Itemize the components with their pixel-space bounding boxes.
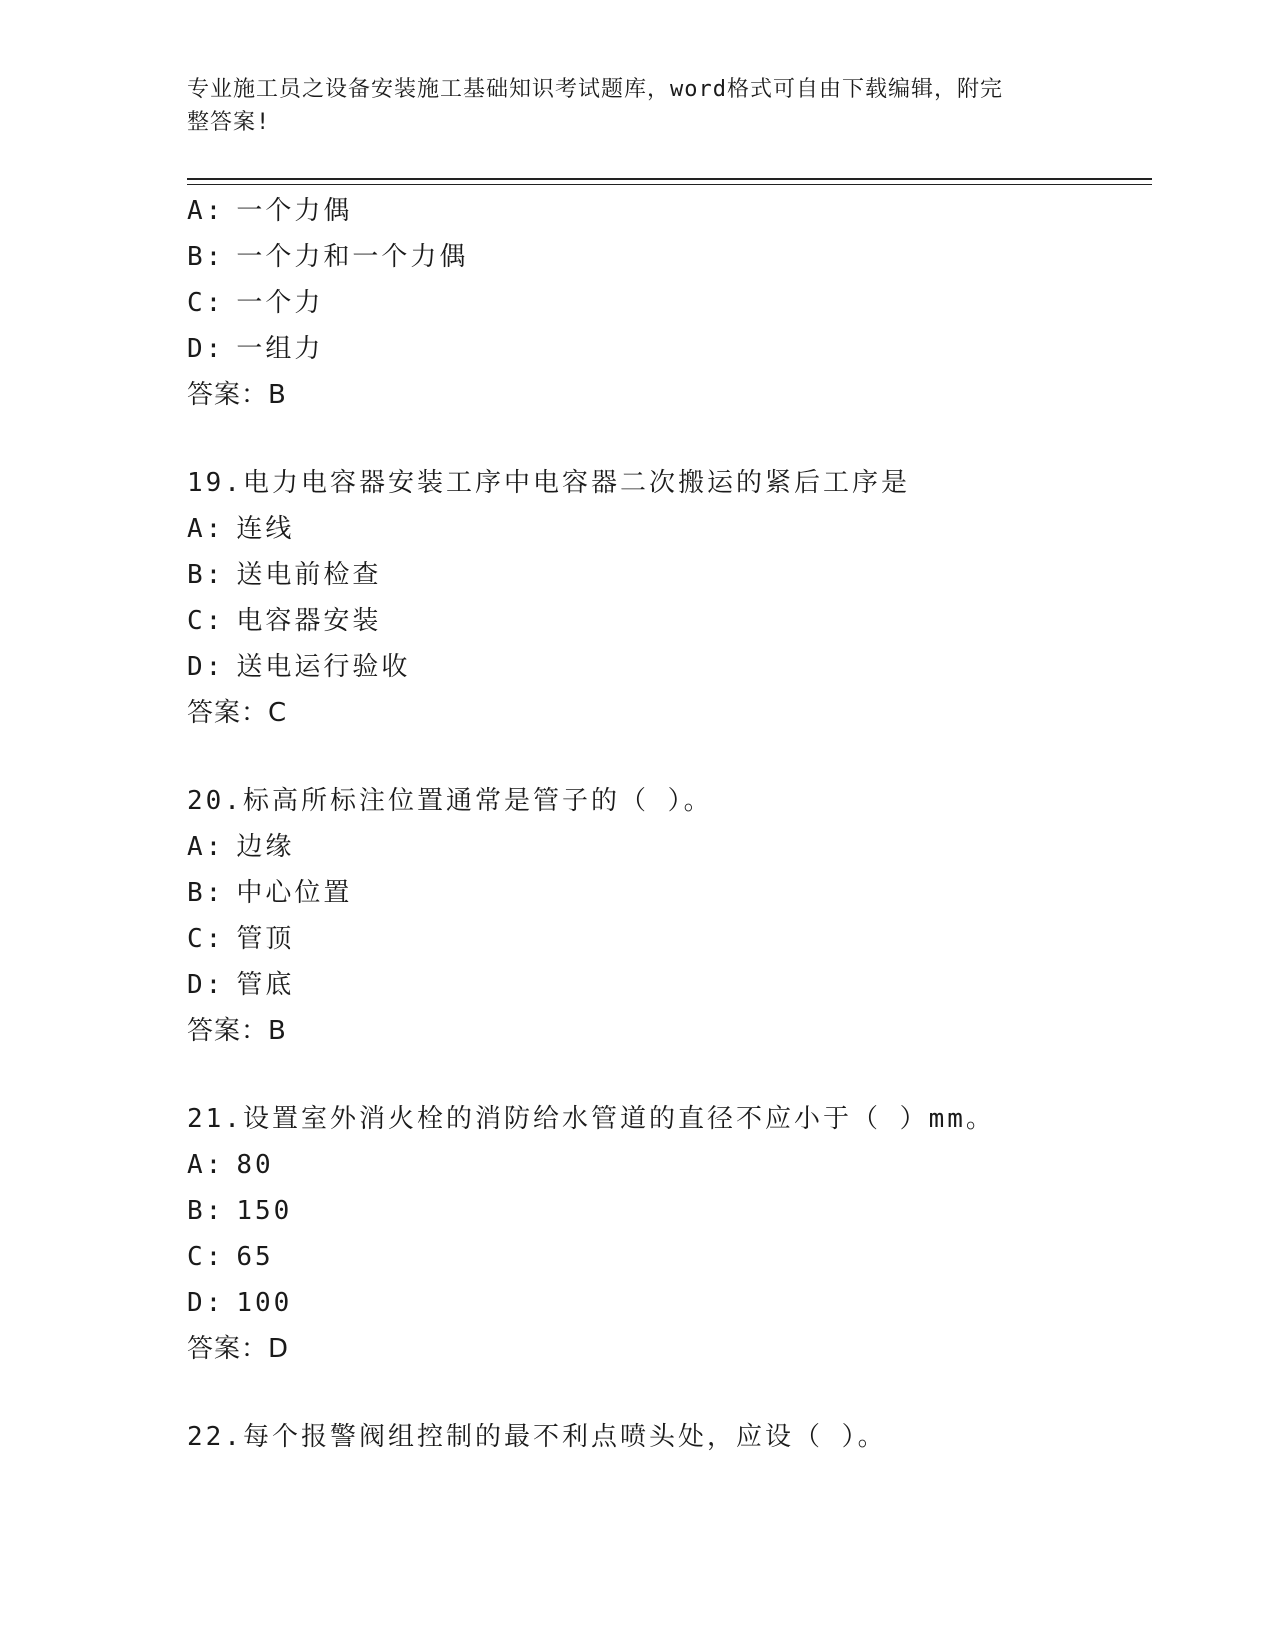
option-text: 中心位置 bbox=[236, 878, 353, 908]
question-spacer bbox=[187, 1054, 1152, 1096]
option-row bbox=[187, 916, 1152, 962]
option-text: 80 bbox=[236, 1150, 274, 1180]
option-row bbox=[187, 1188, 1152, 1234]
option-text: 一个力偶 bbox=[236, 196, 353, 226]
answer-text: 答案：D bbox=[187, 1334, 290, 1364]
option-row bbox=[187, 1234, 1152, 1280]
answer-text: 答案：B bbox=[187, 380, 287, 410]
option-key: B: bbox=[187, 878, 225, 908]
question-text: 21.设置室外消火栓的消防给水管道的直径不应小于（ ）mm。 bbox=[187, 1104, 995, 1134]
option-key: D: bbox=[187, 652, 225, 682]
answer-text: 答案：C bbox=[187, 698, 288, 728]
question-list bbox=[187, 188, 1152, 1460]
option-row bbox=[187, 824, 1152, 870]
option-text: 150 bbox=[236, 1196, 293, 1226]
option-text: 100 bbox=[236, 1288, 293, 1318]
option-row bbox=[187, 506, 1152, 552]
header-line-1: 专业施工员之设备安装施工基础知识考试题库，word格式可自由下载编辑，附完 bbox=[187, 77, 1003, 102]
option-key: A: bbox=[187, 832, 225, 862]
option-row bbox=[187, 598, 1152, 644]
option-row bbox=[187, 644, 1152, 690]
question-spacer bbox=[187, 736, 1152, 778]
option-key: C: bbox=[187, 606, 225, 636]
option-row bbox=[187, 870, 1152, 916]
option-text: 管顶 bbox=[236, 924, 295, 954]
option-text: 管底 bbox=[236, 970, 295, 1000]
option-text: 电容器安装 bbox=[236, 606, 382, 636]
option-text: 边缘 bbox=[236, 832, 295, 862]
document-header bbox=[187, 73, 1067, 139]
option-row bbox=[187, 552, 1152, 598]
question-spacer bbox=[187, 418, 1152, 460]
option-row bbox=[187, 234, 1152, 280]
option-key: D: bbox=[187, 970, 225, 1000]
option-text: 一个力和一个力偶 bbox=[236, 242, 469, 272]
header-line-2: 整答案! bbox=[187, 110, 271, 135]
option-text: 一组力 bbox=[236, 334, 324, 364]
question-text: 19.电力电容器安装工序中电容器二次搬运的紧后工序是 bbox=[187, 468, 910, 498]
option-row bbox=[187, 962, 1152, 1008]
option-key: B: bbox=[187, 560, 225, 590]
option-key: B: bbox=[187, 242, 225, 272]
option-key: D: bbox=[187, 334, 225, 364]
answer-text: 答案：B bbox=[187, 1016, 287, 1046]
option-key: D: bbox=[187, 1288, 225, 1318]
option-row bbox=[187, 326, 1152, 372]
option-row bbox=[187, 1280, 1152, 1326]
question-text: 22.每个报警阀组控制的最不利点喷头处，应设（ ）。 bbox=[187, 1422, 887, 1452]
option-text: 送电运行验收 bbox=[236, 652, 411, 682]
option-row bbox=[187, 280, 1152, 326]
option-row bbox=[187, 188, 1152, 234]
option-key: A: bbox=[187, 196, 225, 226]
question-spacer bbox=[187, 1372, 1152, 1414]
header-divider-thick bbox=[187, 178, 1152, 180]
option-text: 65 bbox=[236, 1242, 274, 1272]
option-key: A: bbox=[187, 514, 225, 544]
option-key: C: bbox=[187, 1242, 225, 1272]
option-row bbox=[187, 1142, 1152, 1188]
option-key: A: bbox=[187, 1150, 225, 1180]
option-text: 连线 bbox=[236, 514, 295, 544]
option-text: 送电前检查 bbox=[236, 560, 382, 590]
option-text: 一个力 bbox=[236, 288, 324, 318]
header-divider-thin bbox=[187, 184, 1152, 185]
option-key: B: bbox=[187, 1196, 225, 1226]
question-text: 20.标高所标注位置通常是管子的（ ）。 bbox=[187, 786, 713, 816]
option-key: C: bbox=[187, 288, 225, 318]
option-key: C: bbox=[187, 924, 225, 954]
